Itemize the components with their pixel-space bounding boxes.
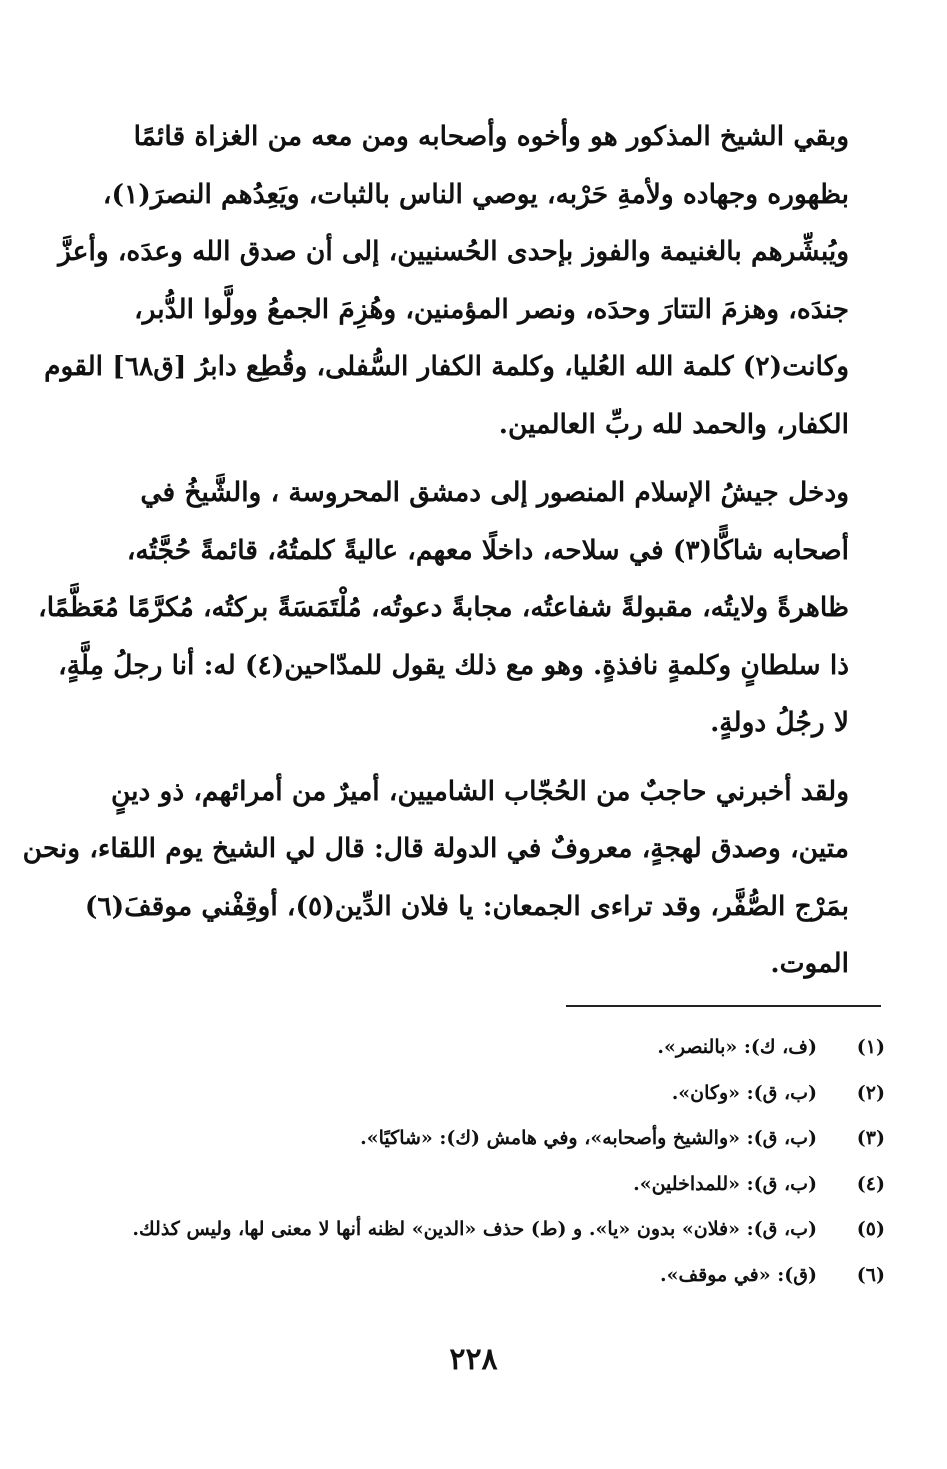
paragraph-3	[22, 763, 887, 993]
footnote-number: (٥)	[856, 1218, 885, 1240]
footnote-text: (ب، ق): «وكان».	[671, 1081, 817, 1104]
paragraph-1	[44, 108, 887, 453]
footnote-text: (ب، ق): «والشيخ وأصحابه»، وفي هامش (ك): «شاكيًا».	[360, 1127, 817, 1149]
text-line: بظهوره وجهاده ولأمةِ حَرْبه، يوصي الناس بالثبات، ويَعِدُهم النصرَ(١)،	[102, 178, 849, 210]
text-line: الكفار، والحمد لله ربِّ العالمين.	[498, 408, 849, 440]
text-line: ظاهرةً ولايتُه، مقبولةً شفاعتُه، مجابةً دعوتُه، مُلْتَمَسَةً بركتُه، مُكرَّمًا مُعَظَّمًا،	[38, 592, 849, 623]
text-line: لا رجُلُ دولةٍ.	[710, 707, 849, 738]
footnote	[40, 1071, 885, 1117]
text-line: ولقد أخبرني حاجبٌ من الحُجّاب الشاميين، أميرٌ من أمرائهم، ذو دينٍ	[110, 775, 849, 807]
footnote-text: (ب، ق): «للمداخلين».	[633, 1172, 817, 1195]
footnotes	[40, 1025, 885, 1298]
text-line: وبقي الشيخ المذكور هو وأخوه وأصحابه ومن معه من الغزاة قائمًا	[133, 121, 849, 152]
text-line: الموت.	[770, 948, 849, 979]
text-line: وكانت(٢) كلمة الله العُليا، وكلمة الكفار السُّفلى، وقُطِع دابرُ [ق٦٨] القوم	[44, 351, 849, 382]
footnote	[40, 1207, 885, 1253]
text-line: متين، وصدق لهجةٍ، معروفٌ في الدولة قال: قال لي الشيخ يوم اللقاء، ونحن	[22, 833, 849, 864]
footnote-number: (٤)	[856, 1172, 885, 1195]
text-line: بمَرْج الصُّفَّر، وقد تراءى الجمعان: يا فلان الدِّين(٥)، أوقِفْني موقفَ(٦)	[84, 890, 849, 922]
text-line: أصحابه شاكًّا(٣) في سلاحه، داخلًا معهم، عاليةً كلمتُهُ، قائمةً حُجَّتُه،	[126, 534, 849, 566]
footnote-separator	[566, 1005, 881, 1007]
text-line: ودخل جيشُ الإسلام المنصور إلى دمشق المحروسة ، والشَّيخُ في	[140, 477, 849, 508]
page-number: ٢٢٨	[449, 1342, 498, 1377]
footnote-number: (٢)	[856, 1081, 885, 1104]
footnote	[40, 1116, 885, 1162]
footnote-text: (ب، ق): «فلان» بدون «يا». و (ط) حذف «الدين» لظنه أنها لا معنى لها، وليس كذلك.	[132, 1218, 817, 1240]
text-line: ذا سلطانٍ وكلمةٍ نافذةٍ. وهو مع ذلك يقول للمدّاحين(٤) له: أنا رجلُ مِلَّةٍ،	[58, 649, 849, 681]
footnote	[40, 1253, 885, 1299]
footnote-number: (٦)	[856, 1263, 885, 1286]
text-line: جندَه، وهزمَ التتارَ وحدَه، ونصر المؤمنين، وهُزِمَ الجمعُ وولَّوا الدُّبر،	[134, 293, 849, 325]
footnote	[40, 1162, 885, 1208]
footnote	[40, 1025, 885, 1071]
footnote-text: (ق): «في موقف».	[660, 1263, 817, 1286]
main-text	[22, 108, 887, 1004]
text-line: ويُبشِّرهم بالغنيمة والفوز بإحدى الحُسنيين، إلى أن صدق الله وعدَه، وأعزَّ	[58, 236, 849, 267]
paragraph-2	[38, 464, 887, 752]
footnote-number: (١)	[856, 1036, 885, 1058]
footnote-number: (٣)	[856, 1127, 885, 1149]
footnote-text: (ف، ك): «بالنصر».	[657, 1036, 817, 1058]
